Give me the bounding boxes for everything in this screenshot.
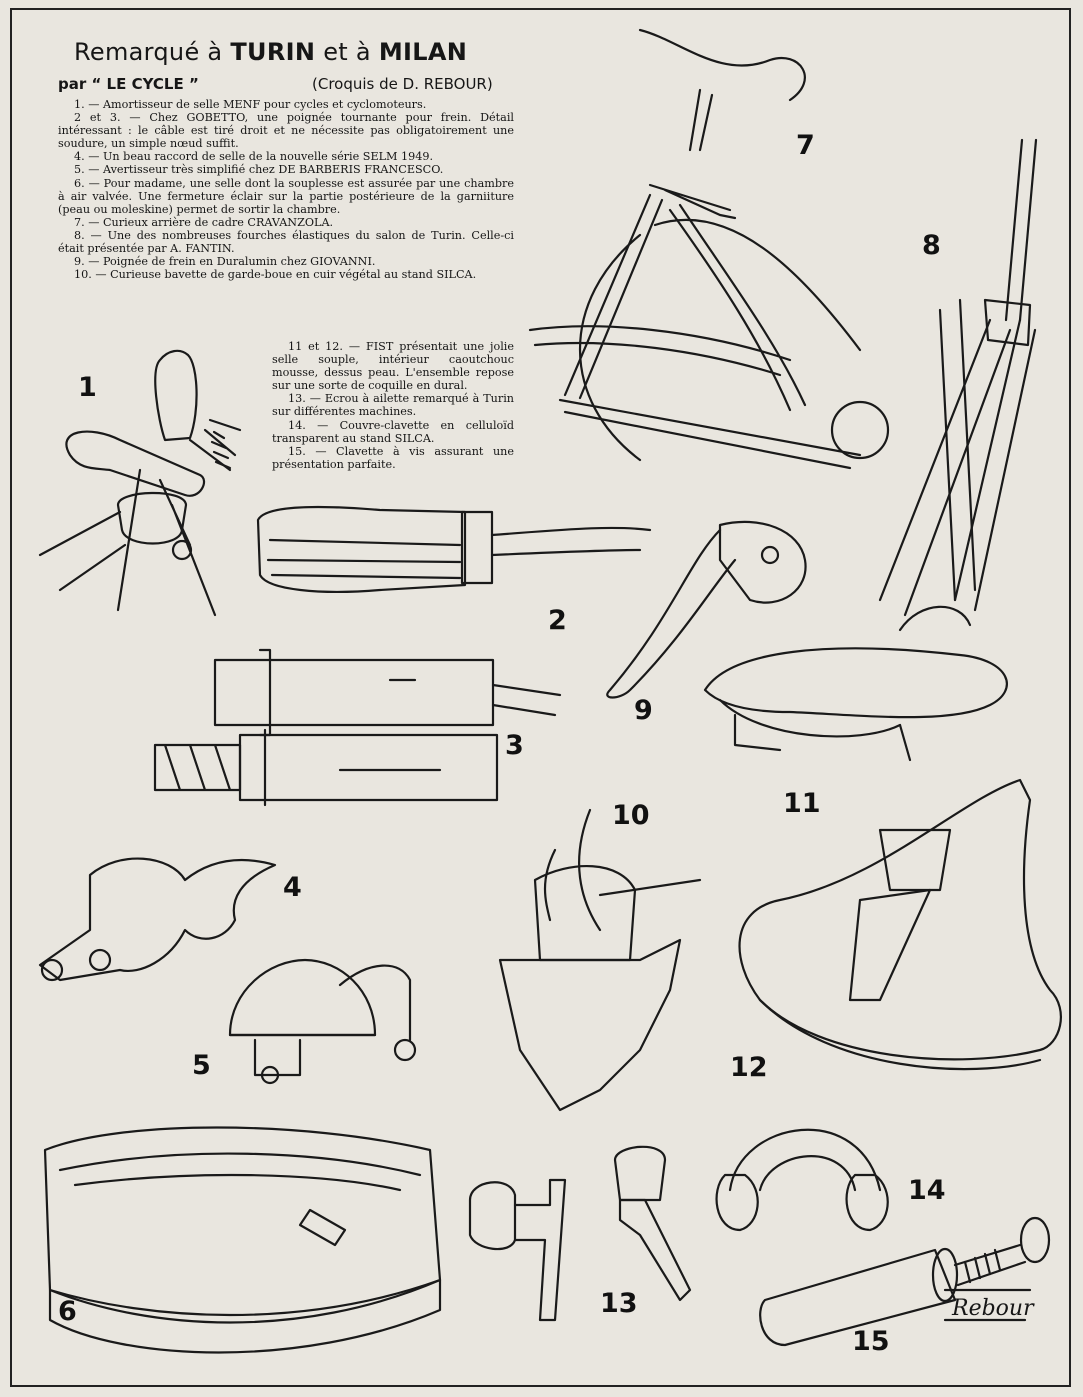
title-city-turin: TURIN: [230, 38, 316, 66]
caption-13: 13. — Ecrou à ailette remarqué à Turin sur différentes machines.: [272, 392, 514, 419]
figure-1-saddle-shock-absorber: [40, 351, 240, 615]
figure-number: 10: [612, 800, 650, 831]
figure-number: 12: [730, 1052, 768, 1083]
title-middle: et à: [323, 38, 371, 66]
caption-9: 9. — Poignée de frein en Duralumin chez GIOVANNI.: [74, 255, 376, 269]
caption-4: 4. — Un beau raccord de selle de la nouvelle série SELM 1949.: [74, 150, 434, 164]
caption-11-12: 11 et 12. — FIST présentait une jolie selle souple, intérieur caoutchouc mousse, dessus peau. L'ensemble repose sur une sorte de coquille en dural.: [272, 340, 514, 393]
figure-number: 9: [634, 695, 653, 726]
figure-number: 2: [548, 605, 567, 636]
figure-8-elastic-fork: [880, 140, 1036, 630]
figure-3-twist-grip: [155, 650, 560, 805]
caption-1: 1. — Amortisseur de selle MENF pour cycles et cyclomoteurs.: [74, 98, 427, 111]
caption-5: 5. — Avertisseur très simplifié chez DE BARBERIS FRANCESCO.: [74, 163, 444, 177]
caption-7: 7. — Curieux arrière de cadre CRAVANZOLA.: [74, 215, 334, 229]
figure-number: 4: [283, 872, 302, 903]
figure-4-saddle-lug: [40, 859, 275, 980]
figure-6-zip-saddle: [45, 1128, 440, 1353]
figure-number: 3: [505, 730, 524, 761]
figure-number: 5: [192, 1050, 211, 1081]
figure-10-mudguard-flap: [500, 810, 700, 1110]
byline: par “ LE CYCLE ”: [58, 75, 199, 93]
figure-number: 14: [908, 1175, 946, 1206]
title-city-milan: MILAN: [378, 38, 468, 66]
figure-2-twist-grip: [258, 507, 650, 592]
figure-number: 13: [600, 1288, 638, 1319]
figure-11-fist-saddle: [705, 648, 1007, 760]
figure-number: 8: [922, 230, 941, 261]
caption-15: 15. — Clavette à vis assurant une présentation parfaite.: [272, 444, 514, 471]
caption-6: 6. — Pour madame, une selle dont la souplesse est assurée par une chambre à air valvée. Une fermeture éclair sur la partie postérieure de la garniiture (peau ou moleskine) permet de sortir la chambre.: [58, 176, 514, 216]
caption-8: 8. — Une des nombreuses fourches élastiques du salon de Turin. Celle-ci était présentée par A. FANTIN.: [58, 228, 514, 256]
caption-14: 14. — Couvre-clavette en celluloïd transparent au stand SILCA.: [272, 418, 514, 445]
caption-2-3: 2 et 3. — Chez GOBETTO, une poignée tournante pour frein. Détail intéressant : le câble est tiré droit et ne nécessite pas obligatoirement une soudure, un simple nœud suffit.: [58, 111, 514, 151]
figure-13-wing-nut: [470, 1147, 690, 1320]
figure-number: 15: [852, 1326, 890, 1357]
figure-7-rear-frame: [530, 30, 888, 468]
figure-number: 1: [78, 372, 97, 403]
figure-number: 7: [796, 130, 815, 161]
figure-12-fist-saddle: [740, 780, 1061, 1069]
artist-signature: Rebour: [952, 1296, 1034, 1321]
sketch-credit: (Croquis de D. REBOUR): [312, 75, 493, 93]
figure-5-bell: [230, 960, 415, 1083]
figure-number: 6: [58, 1296, 77, 1327]
figure-9-brake-lever: [607, 522, 805, 698]
caption-10: 10. — Curieuse bavette de garde-boue en cuir végétal au stand SILCA.: [74, 268, 477, 282]
title-prefix: Remarqué à: [74, 38, 223, 66]
figure-15-screw-cotter: [760, 1218, 1049, 1345]
figure-number: 11: [783, 788, 821, 819]
figure-14-cotter-cover: [717, 1130, 888, 1230]
